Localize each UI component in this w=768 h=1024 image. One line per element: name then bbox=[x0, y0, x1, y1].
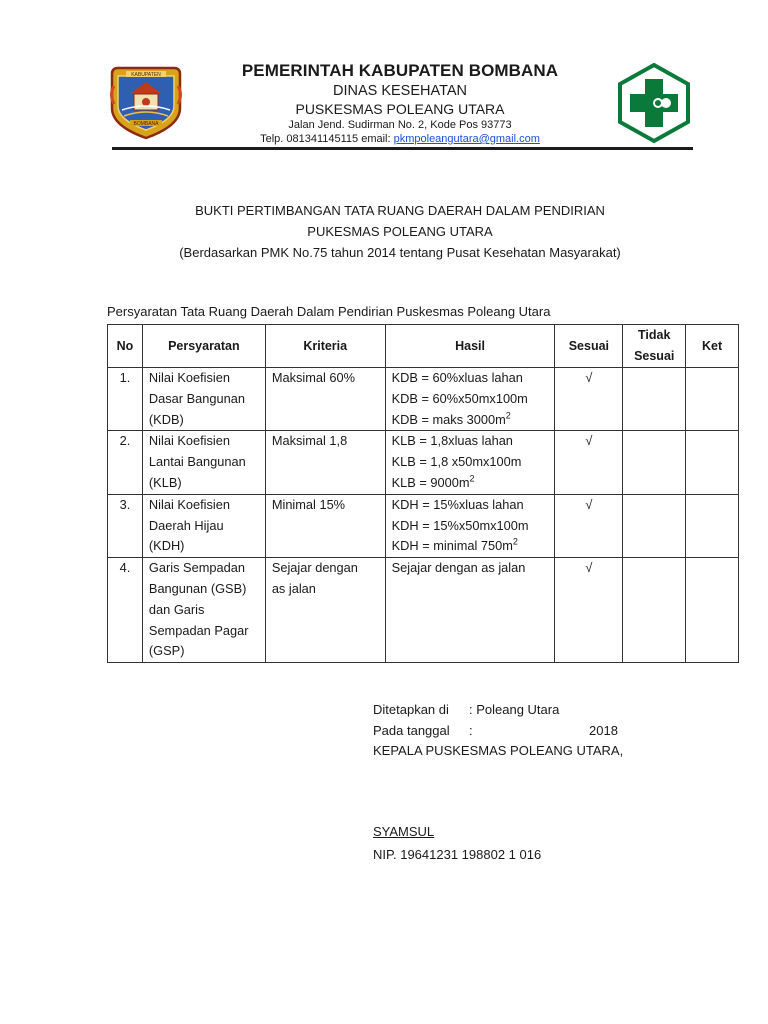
persyaratan-line-text: (GSP) bbox=[148, 643, 185, 659]
persyaratan-line bbox=[149, 641, 259, 662]
kriteria-line bbox=[272, 558, 379, 579]
kriteria-line bbox=[272, 368, 379, 389]
cell-sesuai-checkmark: √ bbox=[555, 494, 623, 557]
ditetapkan-value: : Poleang Utara bbox=[469, 702, 560, 717]
tanggal-label: Pada tanggal bbox=[373, 722, 450, 738]
persyaratan-line bbox=[149, 473, 259, 494]
persyaratan-line-text: Nilai Koefisien bbox=[148, 433, 230, 449]
unit-superscript: 2 bbox=[512, 537, 518, 548]
cell-kriteria bbox=[265, 558, 385, 663]
cell-no: 2. bbox=[108, 431, 143, 494]
header-ket: Ket bbox=[686, 325, 739, 368]
persyaratan-line bbox=[149, 431, 259, 452]
hasil-line-text: KLB = 1,8xluas lahan bbox=[391, 433, 513, 449]
cell-tidak-sesuai bbox=[623, 558, 686, 663]
tanggal-year: 2018 bbox=[589, 722, 618, 738]
cell-persyaratan bbox=[142, 431, 265, 494]
puskesmas-cross-logo-icon bbox=[614, 63, 694, 143]
hasil-line bbox=[392, 431, 549, 452]
table-row bbox=[108, 558, 739, 663]
persyaratan-line bbox=[149, 600, 259, 621]
table-caption: Persyaratan Tata Ruang Daerah Dalam Pendirian Puskesmas Poleang Utara bbox=[107, 304, 551, 319]
hasil-line-text: KDB = maks 3000m bbox=[391, 411, 506, 427]
title-line-1: BUKTI PERTIMBANGAN TATA RUANG DAERAH DALAM PENDIRIAN bbox=[195, 203, 605, 218]
cell-persyaratan bbox=[142, 368, 265, 431]
cell-no: 1. bbox=[108, 368, 143, 431]
tanggal-colon: : bbox=[469, 722, 473, 738]
persyaratan-line bbox=[149, 558, 259, 579]
header-hasil: Hasil bbox=[385, 325, 555, 368]
crest-top-text: KABUPATEN bbox=[131, 72, 161, 78]
persyaratan-line-text: (KDB) bbox=[148, 411, 184, 427]
header-kriteria: Kriteria bbox=[265, 325, 385, 368]
hasil-line bbox=[392, 452, 549, 473]
table-row bbox=[108, 368, 739, 431]
letterhead-puskesmas: PUSKESMAS POLEANG UTARA bbox=[295, 101, 505, 117]
document-title bbox=[100, 200, 700, 263]
cell-hasil bbox=[385, 368, 555, 431]
persyaratan-line-text: (KDH) bbox=[148, 538, 185, 554]
signatory-nip: NIP. 19641231 198802 1 016 bbox=[373, 847, 542, 862]
cell-kriteria bbox=[265, 494, 385, 557]
persyaratan-line-text: Dasar Bangunan bbox=[148, 390, 245, 406]
requirements-table bbox=[107, 324, 739, 663]
header-no: No bbox=[108, 325, 143, 368]
letterhead bbox=[200, 60, 600, 146]
hasil-line-text: KLB = 1,8 x50mx100m bbox=[391, 454, 522, 470]
signatory-name: SYAMSUL bbox=[373, 824, 435, 839]
signatory-position: KEPALA PUSKESMAS POLEANG UTARA, bbox=[373, 743, 624, 758]
cell-hasil bbox=[385, 431, 555, 494]
ditetapkan-row bbox=[373, 700, 623, 721]
email-link[interactable]: pkmpoleangutara@gmail.com bbox=[393, 133, 540, 145]
kriteria-line-text: as jalan bbox=[271, 580, 316, 596]
cell-kriteria bbox=[265, 368, 385, 431]
title-line-2: PUKESMAS POLEANG UTARA bbox=[307, 224, 493, 239]
header-sesuai: Sesuai bbox=[555, 325, 623, 368]
letterhead-divider bbox=[112, 147, 693, 150]
persyaratan-line bbox=[149, 389, 259, 410]
kriteria-line-text: Sejajar dengan bbox=[271, 560, 358, 576]
cell-hasil bbox=[385, 494, 555, 557]
persyaratan-line bbox=[149, 579, 259, 600]
persyaratan-line bbox=[149, 410, 259, 431]
cell-no: 4. bbox=[108, 558, 143, 663]
cell-sesuai-checkmark: √ bbox=[555, 431, 623, 494]
bombana-regency-crest-icon bbox=[106, 64, 186, 140]
kriteria-line bbox=[272, 579, 379, 600]
unit-superscript: 2 bbox=[505, 410, 511, 421]
header-tidak-line-2: Sesuai bbox=[634, 349, 675, 363]
persyaratan-line bbox=[149, 536, 259, 557]
hasil-line-text: KDH = 15%xluas lahan bbox=[391, 496, 524, 512]
cell-ket bbox=[686, 494, 739, 557]
persyaratan-line-text: Daerah Hijau bbox=[148, 517, 224, 533]
cell-sesuai-checkmark: √ bbox=[555, 368, 623, 431]
letterhead-department: DINAS KESEHATAN bbox=[332, 83, 468, 99]
kriteria-line bbox=[272, 495, 379, 516]
persyaratan-line bbox=[149, 516, 259, 537]
letterhead-address: Jalan Jend. Sudirman No. 2, Kode Pos 93773 bbox=[288, 119, 512, 131]
hasil-line-text: Sejajar dengan as jalan bbox=[391, 560, 526, 576]
hasil-line bbox=[392, 368, 549, 389]
kriteria-line bbox=[272, 431, 379, 452]
persyaratan-line-text: Garis Sempadan bbox=[148, 560, 245, 576]
persyaratan-line bbox=[149, 621, 259, 642]
table-row bbox=[108, 494, 739, 557]
cell-kriteria bbox=[265, 431, 385, 494]
persyaratan-line bbox=[149, 368, 259, 389]
tanggal-row bbox=[373, 721, 623, 742]
cell-ket bbox=[686, 431, 739, 494]
cell-ket bbox=[686, 558, 739, 663]
cell-hasil bbox=[385, 558, 555, 663]
hasil-line bbox=[392, 495, 549, 516]
kriteria-line-text: Minimal 15% bbox=[271, 496, 346, 512]
title-line-3: (Berdasarkan PMK No.75 tahun 2014 tentang Pusat Kesehatan Masyarakat) bbox=[179, 245, 621, 260]
persyaratan-line-text: dan Garis bbox=[148, 601, 205, 617]
crest-bottom-text: BOMBANA bbox=[133, 121, 159, 127]
persyaratan-line bbox=[149, 452, 259, 473]
cell-persyaratan bbox=[142, 494, 265, 557]
header-tidak-sesuai bbox=[623, 325, 686, 368]
hasil-line bbox=[392, 558, 549, 579]
hasil-line-text: KDH = 15%x50mx100m bbox=[391, 517, 529, 533]
cell-persyaratan bbox=[142, 558, 265, 663]
cell-no: 3. bbox=[108, 494, 143, 557]
cell-sesuai-checkmark: √ bbox=[555, 558, 623, 663]
letterhead-phone: Telp. 081341145115 email: bbox=[260, 133, 394, 145]
header-persyaratan: Persyaratan bbox=[142, 325, 265, 368]
persyaratan-line bbox=[149, 495, 259, 516]
cell-tidak-sesuai bbox=[623, 431, 686, 494]
cell-tidak-sesuai bbox=[623, 494, 686, 557]
persyaratan-line-text: Bangunan (GSB) bbox=[148, 580, 247, 596]
hasil-line-text: KDH = minimal 750m bbox=[391, 538, 513, 554]
hasil-line bbox=[392, 410, 549, 431]
letterhead-contact bbox=[200, 132, 600, 146]
table-header-row bbox=[108, 325, 739, 368]
persyaratan-line-text: Lantai Bangunan bbox=[148, 454, 246, 470]
letterhead-government: PEMERINTAH KABUPATEN BOMBANA bbox=[241, 61, 559, 80]
persyaratan-line-text: (KLB) bbox=[148, 474, 182, 490]
signature-block bbox=[373, 700, 623, 762]
ditetapkan-label: Ditetapkan di bbox=[373, 702, 449, 717]
persyaratan-line-text: Sempadan Pagar bbox=[148, 622, 249, 638]
kriteria-line-text: Maksimal 60% bbox=[271, 370, 356, 385]
kriteria-line-text: Maksimal 1,8 bbox=[271, 433, 348, 449]
hasil-line-text: KDB = 60%x50mx100m bbox=[391, 390, 528, 406]
hasil-line bbox=[392, 389, 549, 410]
hasil-line-text: KLB = 9000m bbox=[391, 474, 470, 490]
hasil-line bbox=[392, 516, 549, 537]
cell-ket bbox=[686, 368, 739, 431]
header-tidak-line-1: Tidak bbox=[638, 328, 671, 342]
persyaratan-line-text: Nilai Koefisien bbox=[148, 496, 230, 512]
hasil-line-text: KDB = 60%xluas lahan bbox=[391, 370, 523, 385]
cell-tidak-sesuai bbox=[623, 368, 686, 431]
persyaratan-line-text: Nilai Koefisien bbox=[148, 370, 230, 385]
hasil-line bbox=[392, 536, 549, 557]
hasil-line bbox=[392, 473, 549, 494]
table-row bbox=[108, 431, 739, 494]
unit-superscript: 2 bbox=[469, 473, 475, 484]
